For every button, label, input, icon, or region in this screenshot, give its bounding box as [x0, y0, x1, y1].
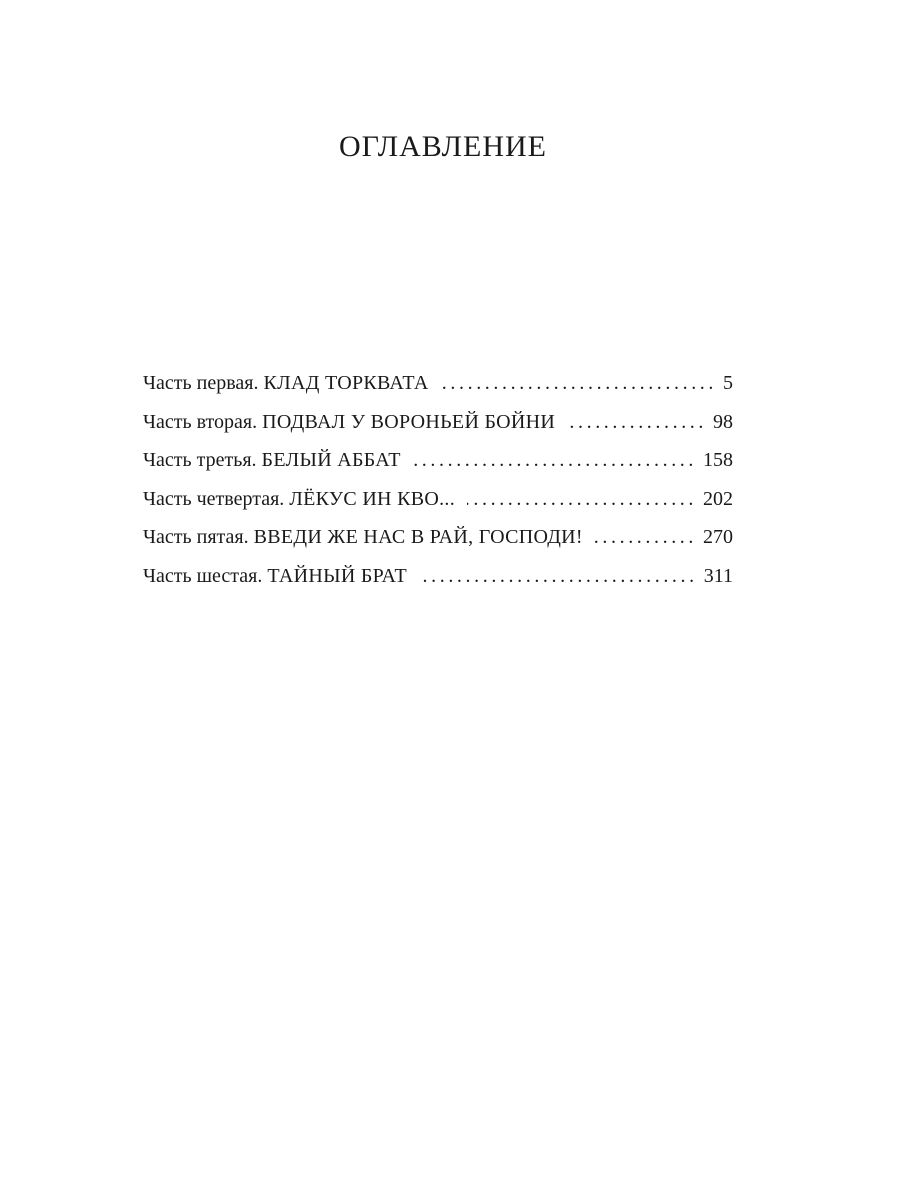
toc-entry-part: Часть четвертая.: [143, 487, 285, 510]
toc-entry-page: 270: [703, 526, 733, 549]
page-title: ОГЛАВЛЕНИЕ: [339, 130, 547, 163]
toc-dot-leader: [467, 480, 697, 519]
toc-entry-page: 158: [703, 449, 733, 472]
toc-entry-part: Часть первая.: [143, 372, 259, 394]
toc-dot-leader: [441, 364, 717, 403]
toc-entry-name: ВВЕДИ ЖЕ НАС В РАЙ, ГОСПОДИ!: [253, 526, 583, 549]
toc-entry-part: Часть шестая.: [143, 564, 263, 587]
toc-entry: [143, 364, 733, 403]
toc-dot-leader: [595, 518, 697, 557]
toc-entry-page: 5: [723, 372, 733, 394]
toc-entry-name: БЕЛЫЙ АББАТ: [261, 449, 401, 472]
toc-entry-part: Часть третья.: [143, 449, 257, 472]
toc-entry-name: ТАЙНЫЙ БРАТ: [267, 564, 408, 587]
toc-dot-leader: [419, 557, 698, 596]
toc-entry-page: 311: [703, 564, 733, 587]
toc-entry: [143, 403, 733, 442]
toc-entry-name: ПОДВАЛ У ВОРОНЬЕЙ БОЙНИ: [262, 410, 556, 433]
toc-entry: [143, 441, 733, 480]
table-of-contents: [143, 364, 733, 596]
toc-entry: [143, 557, 733, 596]
toc-entry-name: КЛАД ТОРКВАТА: [263, 372, 429, 394]
toc-entry-name: ЛЁКУС ИН КВО...: [289, 487, 456, 510]
toc-dot-leader: [567, 403, 707, 442]
toc-entry: [143, 480, 733, 519]
toc-entry-part: Часть вторая.: [143, 410, 258, 433]
toc-entry-page: 98: [713, 410, 733, 433]
toc-dot-leader: [413, 441, 697, 480]
toc-entry: [143, 518, 733, 557]
toc-entry-part: Часть пятая.: [143, 526, 249, 549]
toc-entry-page: 202: [703, 487, 733, 510]
